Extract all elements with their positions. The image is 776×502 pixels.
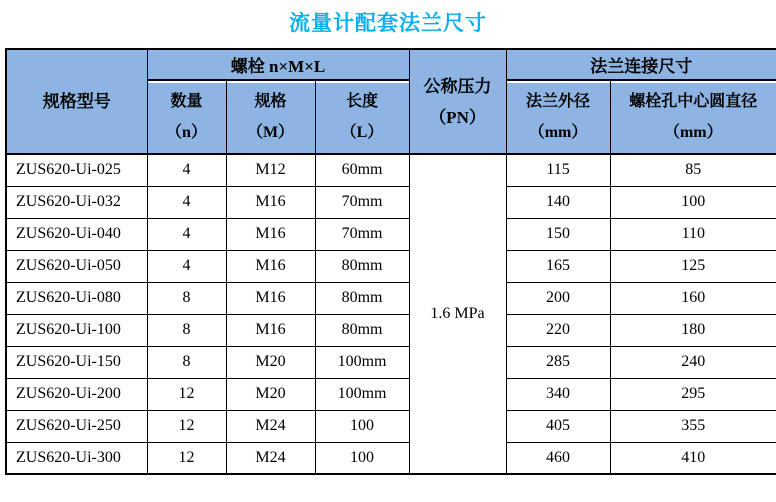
cell-bolt-spec: M20	[226, 346, 315, 378]
cell-bolt-circle-dia: 240	[610, 346, 776, 378]
header-bolt-qty-line2: （n）	[166, 124, 207, 141]
cell-bolt-circle-dia: 85	[610, 154, 776, 186]
cell-model: ZUS620-Ui-150	[6, 346, 147, 378]
cell-bolt-spec: M16	[226, 186, 315, 218]
cell-bolt-qty: 4	[147, 154, 226, 186]
cell-bolt-qty: 4	[147, 218, 226, 250]
header-flange-od-line1: 法兰外径	[526, 93, 591, 110]
cell-model: ZUS620-Ui-300	[6, 442, 147, 474]
header-bolt-spec-line2: （M）	[246, 124, 295, 141]
header-flange-od-line2: （mm）	[528, 124, 588, 141]
cell-bolt-length: 80mm	[315, 314, 409, 346]
header-bolt-qty	[147, 80, 226, 154]
header-bolt-length	[315, 80, 409, 154]
header-bolt-length-line2: （L）	[340, 124, 384, 141]
header-nominal-pressure-line2: （PN）	[429, 107, 486, 127]
table-row	[6, 314, 776, 346]
cell-model: ZUS620-Ui-050	[6, 250, 147, 282]
cell-flange-od: 200	[506, 282, 610, 314]
header-bolt-group: 螺栓 n×M×L	[147, 49, 409, 80]
table-row	[6, 442, 776, 474]
cell-flange-od: 460	[506, 442, 610, 474]
cell-bolt-length: 100	[315, 442, 409, 474]
cell-bolt-circle-dia: 160	[610, 282, 776, 314]
cell-model: ZUS620-Ui-080	[6, 282, 147, 314]
cell-bolt-qty: 4	[147, 250, 226, 282]
cell-bolt-qty: 8	[147, 314, 226, 346]
cell-bolt-spec: M16	[226, 218, 315, 250]
cell-bolt-qty: 12	[147, 442, 226, 474]
table-body	[6, 154, 776, 474]
cell-bolt-circle-dia: 110	[610, 218, 776, 250]
cell-bolt-circle-dia: 295	[610, 378, 776, 410]
table-row	[6, 218, 776, 250]
cell-bolt-spec: M24	[226, 442, 315, 474]
cell-flange-od: 165	[506, 250, 610, 282]
header-group-row	[6, 49, 776, 80]
cell-flange-od: 150	[506, 218, 610, 250]
cell-flange-od: 285	[506, 346, 610, 378]
cell-model: ZUS620-Ui-032	[6, 186, 147, 218]
table-row	[6, 346, 776, 378]
header-spec-model: 规格型号	[6, 49, 147, 154]
cell-bolt-length: 100mm	[315, 378, 409, 410]
cell-bolt-circle-dia: 100	[610, 186, 776, 218]
table-header	[6, 49, 776, 154]
header-bolt-length-line1: 长度	[346, 93, 379, 110]
table-row	[6, 186, 776, 218]
cell-bolt-spec: M24	[226, 410, 315, 442]
cell-bolt-length: 80mm	[315, 250, 409, 282]
cell-bolt-qty: 8	[147, 282, 226, 314]
cell-model: ZUS620-Ui-025	[6, 154, 147, 186]
cell-bolt-qty: 12	[147, 378, 226, 410]
cell-bolt-length: 100mm	[315, 346, 409, 378]
cell-bolt-length: 70mm	[315, 186, 409, 218]
header-bolt-circle-dia	[610, 80, 776, 154]
page-title: 流量计配套法兰尺寸	[289, 12, 487, 35]
table-row	[6, 282, 776, 314]
cell-bolt-length: 60mm	[315, 154, 409, 186]
cell-bolt-circle-dia: 125	[610, 250, 776, 282]
cell-model: ZUS620-Ui-200	[6, 378, 147, 410]
cell-bolt-length: 80mm	[315, 282, 409, 314]
table-row	[6, 154, 776, 186]
pn-value-cell: 1.6 MPa	[409, 154, 506, 474]
table-row	[6, 378, 776, 410]
cell-bolt-qty: 4	[147, 186, 226, 218]
table-row	[6, 410, 776, 442]
cell-flange-od: 115	[506, 154, 610, 186]
cell-bolt-length: 100	[315, 410, 409, 442]
cell-bolt-circle-dia: 355	[610, 410, 776, 442]
cell-bolt-qty: 12	[147, 410, 226, 442]
header-flange-group: 法兰连接尺寸	[506, 49, 776, 80]
header-bolt-spec-line1: 规格	[254, 93, 287, 110]
cell-flange-od: 405	[506, 410, 610, 442]
header-bolt-circle-dia-line1: 螺栓孔中心圆直径	[629, 93, 758, 110]
cell-bolt-circle-dia: 410	[610, 442, 776, 474]
cell-bolt-spec: M16	[226, 314, 315, 346]
cell-flange-od: 220	[506, 314, 610, 346]
header-nominal-pressure-line1: 公称压力	[423, 76, 492, 96]
cell-bolt-qty: 8	[147, 346, 226, 378]
table-row	[6, 250, 776, 282]
flange-spec-table	[5, 48, 776, 475]
header-bolt-spec	[226, 80, 315, 154]
cell-bolt-spec: M16	[226, 282, 315, 314]
cell-bolt-spec: M16	[226, 250, 315, 282]
cell-bolt-length: 70mm	[315, 218, 409, 250]
header-bolt-qty-line1: 数量	[170, 93, 203, 110]
cell-bolt-spec: M12	[226, 154, 315, 186]
header-nominal-pressure	[409, 49, 506, 154]
cell-bolt-circle-dia: 180	[610, 314, 776, 346]
header-bolt-circle-dia-line2: （mm）	[663, 124, 723, 141]
header-flange-od	[506, 80, 610, 154]
cell-bolt-spec: M20	[226, 378, 315, 410]
cell-flange-od: 140	[506, 186, 610, 218]
cell-model: ZUS620-Ui-040	[6, 218, 147, 250]
cell-model: ZUS620-Ui-250	[6, 410, 147, 442]
cell-model: ZUS620-Ui-100	[6, 314, 147, 346]
cell-flange-od: 340	[506, 378, 610, 410]
